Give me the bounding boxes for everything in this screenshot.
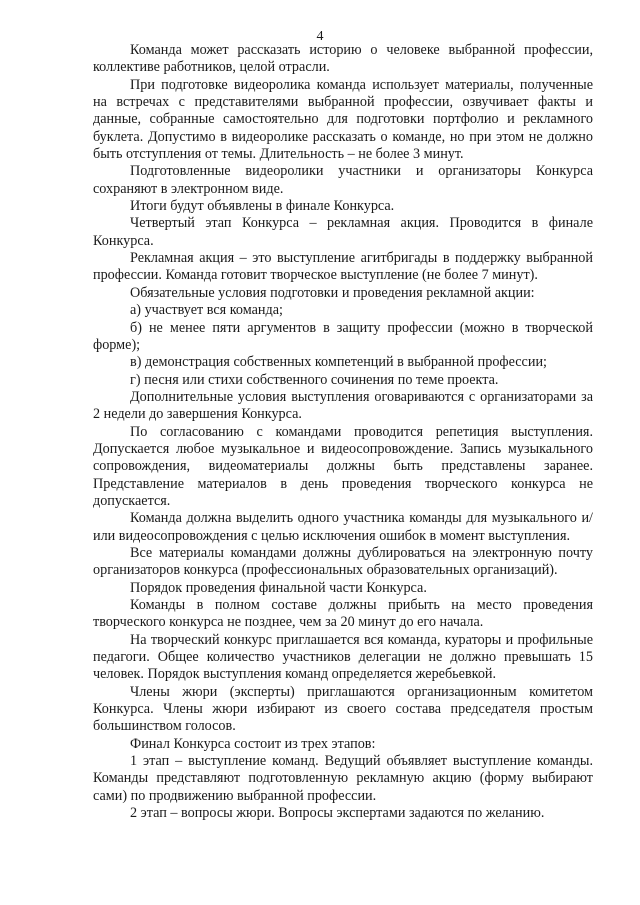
paragraph: На творческий конкурс приглашается вся команда, кураторы и профильные педагоги. Общее количество участников делегации не должно превышать 15 человек. Порядок выступления команд определяется жеребьевкой. xyxy=(93,631,593,683)
paragraph: Обязательные условия подготовки и проведения рекламной акции: xyxy=(130,284,535,301)
paragraph: Члены жюри (эксперты) приглашаются организационным комитетом Конкурса. Члены жюри избирают из своего состава председателя простым большинством голосов. xyxy=(93,683,593,735)
list-item: в) демонстрация собственных компетенций в выбранной профессии; xyxy=(130,354,547,371)
paragraph: Рекламная акция – это выступление агитбригады в поддержку выбранной профессии. Команда готовит творческое выступление (не более 7 минут). xyxy=(93,250,593,284)
paragraph: Финал Конкурса состоит из трех этапов: xyxy=(130,735,376,752)
document-body xyxy=(93,42,593,822)
paragraph: Команды в полном составе должны прибыть на место проведения творческого конкурса не позднее, чем за 20 минут до его начала. xyxy=(93,597,593,631)
paragraph: Дополнительные условия выступления оговариваются с организаторами за 2 недели до завершения Конкурса. xyxy=(93,388,593,423)
paragraph: Итоги будут объявлены в финале Конкурса. xyxy=(130,198,395,215)
list-item: а) участвует вся команда; xyxy=(130,302,283,319)
paragraph: 2 этап – вопросы жюри. Вопросы экспертами задаются по желанию. xyxy=(130,805,545,822)
paragraph: По согласованию с командами проводится репетиция выступления. Допускается любое музыкальное и видеосопровождение. Запись музыкального сопровождения, видеоматериалы должны быть представлены заранее. Представление материалов в день проведения творческого конкурса не допускается. xyxy=(93,423,593,509)
paragraph: Подготовленные видеоролики участники и организаторы Конкурса сохраняют в электронном виде. xyxy=(93,163,593,197)
paragraph: При подготовке видеоролика команда использует материалы, полученные на встречах с представителями выбранной профессии, озвучивает факты и данные, собранные самостоятельно для подготовки портфолио и рекламного буклета. Допустимо в видеоролике рассказать о команде, но при этом не должно быть отступления от темы. Длительность – не более 3 минут. xyxy=(93,76,593,163)
page-number: 4 xyxy=(316,29,324,44)
list-item: г) песня или стихи собственного сочинения по теме проекта. xyxy=(130,371,499,388)
paragraph: Четвертый этап Конкурса – рекламная акция. Проводится в финале Конкурса. xyxy=(93,215,593,249)
paragraph: Порядок проведения финальной части Конкурса. xyxy=(130,579,427,596)
paragraph: 1 этап – выступление команд. Ведущий объявляет выступление команды. Команды представляют подготовленную рекламную акцию (форму выбирают сами) по продвижению выбранной профессии. xyxy=(93,753,593,804)
paragraph: Команда должна выделить одного участника команды для музыкального и/или видеосопровождения с целью исключения ошибок в момент выступления. xyxy=(93,510,593,544)
paragraph: Команда может рассказать историю о человеке выбранной профессии, коллективе работников, целой отрасли. xyxy=(93,42,593,76)
paragraph: Все материалы командами должны дублироваться на электронную почту организаторов конкурса (профессиональных образовательных организаций). xyxy=(93,544,593,579)
list-item: б) не менее пяти аргументов в защиту профессии (можно в творческой форме); xyxy=(93,319,593,353)
